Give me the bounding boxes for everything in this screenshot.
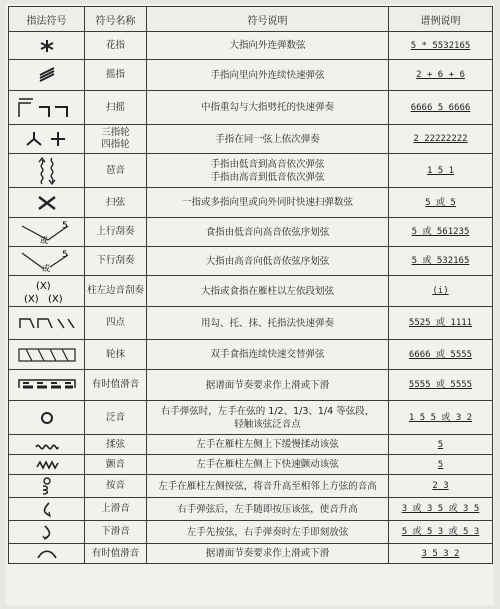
example-line: 5 或 561235 — [411, 227, 470, 237]
table-row — [9, 544, 493, 564]
header-symbol: 指法符号 — [9, 7, 85, 32]
notation-example — [389, 307, 493, 340]
glissando-down-icon — [9, 249, 84, 273]
symbol-cell — [9, 276, 85, 307]
symbol-description — [147, 247, 389, 276]
press-icon — [9, 476, 84, 496]
symbol-name — [85, 218, 147, 247]
sweep-icon — [9, 97, 84, 119]
notation-example — [389, 401, 493, 435]
description-line: 食指由低音向高音依弦序划弦 — [205, 226, 330, 238]
symbol-name-text: 扫弦 — [105, 196, 125, 208]
symbol-cell — [9, 544, 85, 564]
notation-sheet — [6, 4, 494, 605]
table-row — [9, 60, 493, 91]
bowtie-icon — [9, 193, 84, 213]
example-line: 5 — [437, 459, 444, 470]
symbol-name-text: 有时值滑音 — [91, 379, 140, 390]
description-line: 左手在雁柱左侧上下快速颤动该弦 — [196, 459, 339, 470]
symbol-cell — [9, 125, 85, 154]
example-line: 2 3 — [432, 481, 449, 491]
description-line: 轻触该弦泛音点 — [234, 418, 301, 430]
table-row — [9, 455, 493, 475]
symbol-cell — [9, 498, 85, 521]
symbol-name-text: 有时值滑音 — [91, 547, 140, 559]
example-line: 5555 或 5555 — [408, 380, 473, 390]
notation-example — [389, 455, 493, 475]
triple-slash-icon — [9, 66, 84, 84]
svg-text:(X): (X) — [23, 294, 39, 304]
symbol-cell — [9, 401, 85, 435]
example-line: 5 或 532165 — [411, 256, 470, 266]
up-slide-icon — [9, 500, 84, 518]
symbol-cell — [9, 455, 85, 475]
example-line: 2 22222222 — [413, 134, 468, 144]
description-line: 手指向里向外连续快速弹弦 — [210, 69, 325, 81]
description-line: 据谱面节奏要求作上滑或下滑 — [205, 548, 330, 559]
symbol-name — [85, 455, 147, 475]
example-line: 3 或 3 5 或 3 5 — [401, 504, 480, 514]
symbol-description — [147, 370, 389, 401]
symbol-cell — [9, 218, 85, 247]
table-row — [9, 340, 493, 370]
example-line: 6666 5 6666 — [410, 102, 471, 113]
table-row — [9, 307, 493, 340]
symbol-name — [85, 60, 147, 91]
header-desc: 符号说明 — [147, 7, 389, 32]
symbol-cell — [9, 340, 85, 370]
table-row — [9, 498, 493, 521]
box-wave-icon — [9, 376, 84, 394]
symbol-name — [85, 32, 147, 60]
symbol-description — [147, 307, 389, 340]
symbol-description — [147, 521, 389, 544]
notation-example — [389, 521, 493, 544]
description-line: 左手在雁柱左侧上下缓慢揉动该弦 — [196, 439, 339, 450]
zigzag-icon — [9, 459, 84, 471]
symbol-name — [85, 188, 147, 218]
symbol-cell — [9, 60, 85, 91]
description-line: 中指重勾与大指劈托的快速弹奏 — [200, 102, 334, 113]
table-row — [9, 188, 493, 218]
example-line: (i) — [432, 286, 449, 296]
example-line: 5 — [437, 439, 444, 450]
symbol-name — [85, 307, 147, 340]
symbol-description — [147, 435, 389, 455]
description-line: 右手弹弦后，左手随即按压该弦，使音升高 — [177, 503, 358, 515]
description-line: 右手弹弦时，左手在弦的 1/2、1/3、1/4 等弦段， — [160, 405, 375, 417]
notation-example — [389, 218, 493, 247]
symbol-name — [85, 435, 147, 455]
description-line: 大指向外连弹数弦 — [229, 40, 306, 51]
notation-example — [389, 188, 493, 218]
notation-example — [389, 125, 493, 154]
symbol-description — [147, 32, 389, 60]
table-row — [9, 401, 493, 435]
symbol-name — [85, 544, 147, 564]
table-row — [9, 247, 493, 276]
example-line: 5 或 5 3 或 5 3 — [401, 527, 480, 537]
table-row — [9, 521, 493, 544]
notation-example — [389, 154, 493, 188]
notation-example — [389, 247, 493, 276]
symbol-cell — [9, 475, 85, 498]
symbol-name-text: 轮抹 — [105, 348, 125, 360]
example-line: 1 5 1 — [426, 165, 455, 176]
header-example: 谱例说明 — [389, 7, 493, 32]
symbol-description — [147, 455, 389, 475]
symbol-name-text: 泛音 — [105, 411, 125, 423]
notation-example — [389, 91, 493, 125]
symbol-name — [85, 475, 147, 498]
arc-icon — [9, 548, 84, 560]
example-line: 5 或 5 — [425, 197, 456, 208]
svg-text:或: 或 — [39, 236, 48, 244]
symbol-cell — [9, 307, 85, 340]
example-line: 3 5 3 2 — [421, 548, 460, 559]
table-row — [9, 218, 493, 247]
table-row — [9, 475, 493, 498]
symbol-cell — [9, 435, 85, 455]
arpeggio-arrows-icon — [9, 156, 84, 186]
symbol-cell — [9, 521, 85, 544]
down-slide-icon — [9, 523, 84, 541]
symbol-name-text: 四点 — [105, 317, 125, 328]
table-row — [9, 32, 493, 60]
symbol-name-text: 琶音 — [105, 164, 125, 176]
table-row — [9, 154, 493, 188]
symbol-name-text: 上行刮奏 — [96, 226, 135, 237]
symbol-name-text: 三指轮 四指轮 — [101, 127, 130, 150]
description-line: 一指或多指向里或向外同时快速扫弹数弦 — [181, 197, 353, 208]
table-row — [9, 435, 493, 455]
table-row — [9, 370, 493, 401]
svg-text:(X): (X) — [35, 281, 51, 292]
tri-finger-icon — [9, 130, 84, 148]
four-point-icon — [9, 314, 84, 332]
header-row — [9, 7, 493, 32]
symbol-description — [147, 154, 389, 188]
symbol-description — [147, 60, 389, 91]
symbol-name-text: 摇指 — [105, 69, 125, 80]
table-row — [9, 125, 493, 154]
wheel-icon — [9, 346, 84, 364]
symbol-name-text: 上滑音 — [101, 503, 130, 514]
symbol-name — [85, 154, 147, 188]
table-row — [9, 276, 493, 307]
wave-icon — [9, 439, 84, 451]
symbol-name-text: 扫摇 — [105, 101, 125, 113]
symbol-description — [147, 401, 389, 435]
notation-example — [389, 340, 493, 370]
circle-icon — [9, 410, 84, 426]
symbol-name-text: 颤音 — [105, 458, 125, 470]
symbol-name — [85, 276, 147, 307]
description-line: 左手先按弦，右手弹奏时左手即刻放弦 — [186, 526, 349, 538]
example-line: 1 5 5 或 3 2 — [408, 412, 473, 423]
header-name: 符号名称 — [85, 7, 147, 32]
description-line: 双手食指连续快速交替弹弦 — [210, 349, 325, 360]
symbol-description — [147, 91, 389, 125]
fingering-symbol-table — [8, 6, 493, 564]
notation-example — [389, 498, 493, 521]
notation-example — [389, 370, 493, 401]
description-line: 手指由高音到低音依次弹弦 — [210, 171, 325, 183]
symbol-description — [147, 475, 389, 498]
symbol-name — [85, 498, 147, 521]
svg-text:5: 5 — [61, 221, 68, 231]
description-line: 手指在同一弦上依次弹奏 — [215, 133, 320, 145]
example-line: 5525 或 1111 — [408, 318, 473, 328]
description-line: 据谱面节奏要求作上滑或下滑 — [205, 379, 330, 391]
notation-example — [389, 32, 493, 60]
symbol-name-text: 柱左边音刮奏 — [86, 285, 144, 296]
symbol-name-text: 揉弦 — [105, 438, 125, 450]
symbol-cell — [9, 154, 85, 188]
symbol-name — [85, 91, 147, 125]
symbol-name — [85, 247, 147, 276]
symbol-name — [85, 401, 147, 435]
symbol-description — [147, 340, 389, 370]
symbol-description — [147, 188, 389, 218]
symbol-name — [85, 370, 147, 401]
symbol-name — [85, 340, 147, 370]
symbol-description — [147, 276, 389, 307]
svg-text:5: 5 — [61, 250, 68, 260]
description-line: 用勾、托、抹、托指法快速弹奏 — [200, 317, 334, 329]
symbol-description — [147, 125, 389, 154]
glissando-up-icon — [9, 220, 84, 244]
notation-example — [389, 544, 493, 564]
symbol-cell — [9, 91, 85, 125]
symbol-description — [147, 218, 389, 247]
description-line: 大指由高音向低音依弦序划弦 — [205, 255, 330, 267]
symbol-name-text: 下行刮奏 — [96, 255, 135, 266]
symbol-name — [85, 521, 147, 544]
symbol-cell — [9, 32, 85, 60]
table-row — [9, 91, 493, 125]
notation-example — [389, 475, 493, 498]
description-line: 大指或食指在雁柱以左依段划弦 — [200, 285, 334, 297]
cross-circle-icon — [9, 278, 84, 304]
symbol-description — [147, 498, 389, 521]
notation-example — [389, 60, 493, 91]
svg-text:或: 或 — [41, 264, 50, 273]
symbol-name-text: 按音 — [105, 480, 125, 491]
example-line: 5 * 5532165 — [410, 40, 471, 51]
notation-example — [389, 276, 493, 307]
svg-text:(X): (X) — [47, 294, 63, 304]
notation-example — [389, 435, 493, 455]
symbol-cell — [9, 247, 85, 276]
description-line: 左手在雁柱左侧按弦，将音升高至相邻上方弦的音高 — [158, 480, 377, 492]
description-line: 手指由低音到高音依次弹弦 — [210, 158, 325, 170]
symbol-name-text: 花指 — [105, 39, 125, 51]
example-line: 2 + 6 + 6 — [416, 70, 465, 80]
asterisk-icon — [9, 38, 84, 54]
symbol-description — [147, 544, 389, 564]
symbol-name — [85, 125, 147, 154]
symbol-cell — [9, 370, 85, 401]
example-line: 6666 或 5555 — [408, 349, 473, 360]
symbol-cell — [9, 188, 85, 218]
symbol-name-text: 下滑音 — [101, 526, 130, 537]
